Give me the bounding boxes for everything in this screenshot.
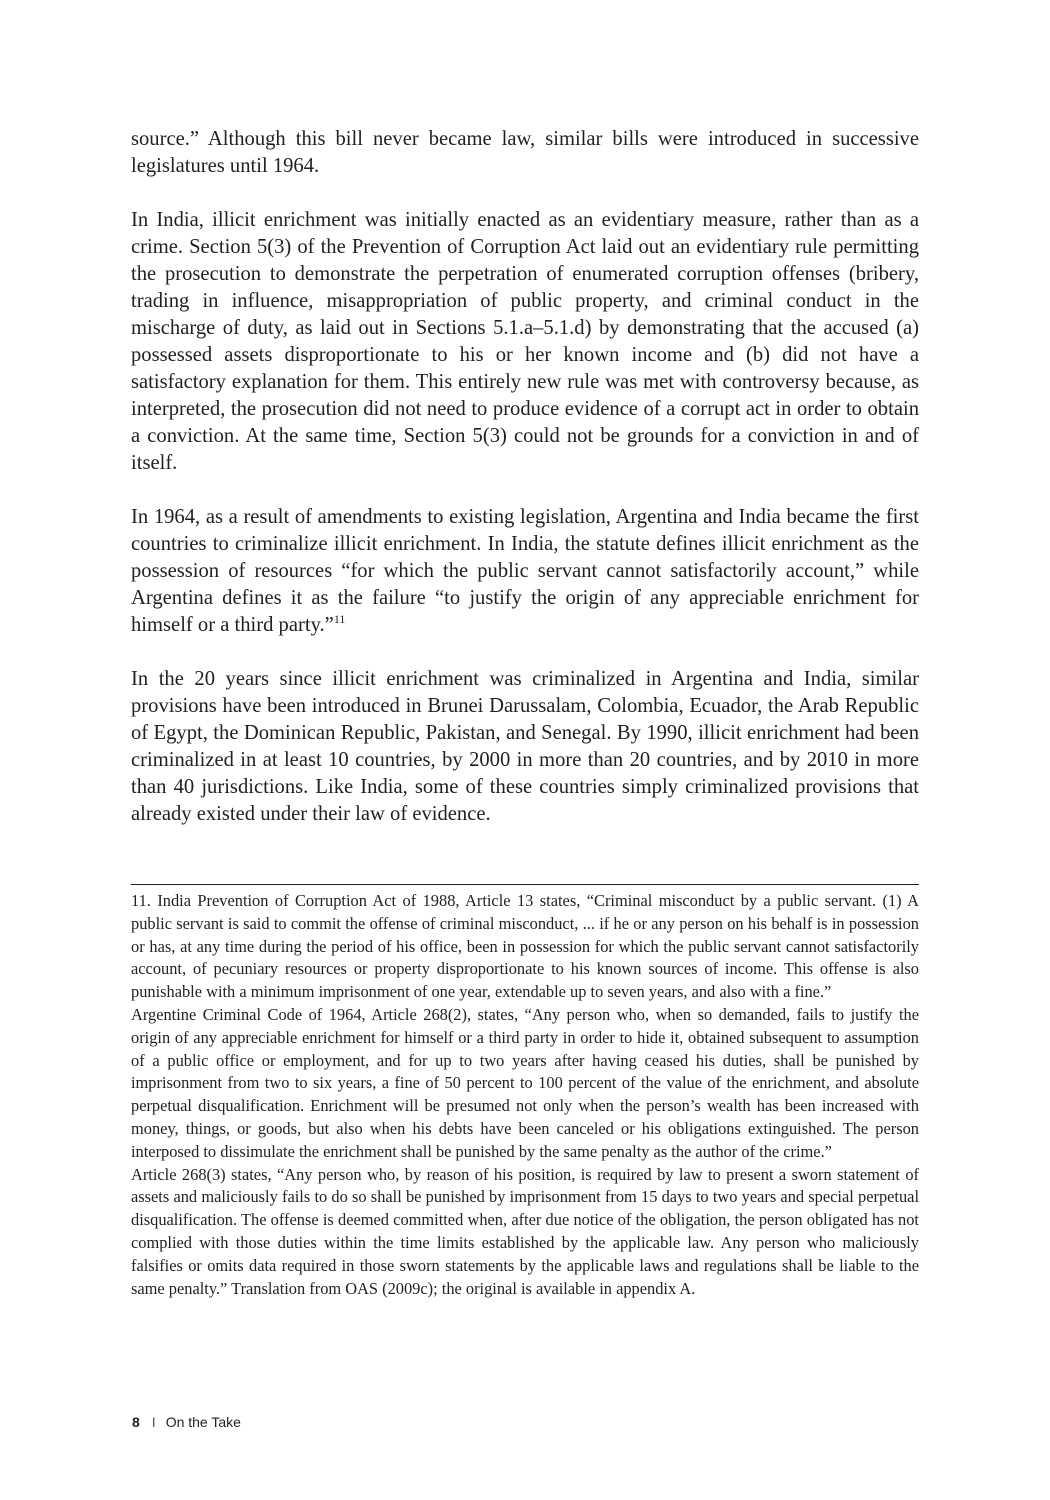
paragraph-text: In 1964, as a result of amendments to existing legislation, Argentina and India became the first countries to criminalize illicit enrichment. In India, the statute defines illicit enrichment as the possession of resources “for which the public servant cannot satisfactorily account,” while Argentina defines it as the failure “to justify the origin of any appreciable enrichment for himself or a third party.” [131,506,919,636]
paragraph-with-footnote [131,504,919,639]
book-title: On the Take [165,1414,241,1430]
footnote: 11. India Prevention of Corruption Act of 1988, Article 13 states, “Criminal misconduct by a public servant. (1) A public servant is said to commit the offense of criminal misconduct, ... if he or any person on his behalf is in possession or has, at any time during the period of his office, been in possession for which the public servant cannot satisfactorily account, of pecuniary resources or property disproportionate to his known sources of income. This offense is also punishable with a minimum imprisonment of one year, extendable up to seven years, and also with a fine.” [131,891,919,1002]
paragraph: source.” Although this bill never became law, similar bills were introduced in successive legislatures until 1964. [131,128,919,177]
paragraph: In India, illicit enrichment was initially enacted as an evidentiary measure, rather than as a crime. Section 5(3) of the Prevention of Corruption Act laid out an evidentiary rule permitting the prosecution to demonstrate the perpetration of enumerated corruption offenses (bribery, trading in influence, misappropriation of public property, and criminal conduct in the mischarge of duty, as laid out in Sections 5.1.a–5.1.d) by demonstrating that the accused (a) possessed assets disproportionate to his or her known income and (b) did not have a satisfactory explanation for them. This entirely new rule was met with controversy because, as interpreted, the prosecution did not need to produce evidence of a corrupt act in order to obtain a conviction. At the same time, Section 5(3) could not be grounds for a conviction in and of itself. [131,209,919,474]
footer-separator: I [151,1414,156,1430]
body-text [131,126,919,855]
footnotes [131,890,919,1300]
page-footer [132,1414,241,1430]
paragraph: In the 20 years since illicit enrichment was criminalized in Argentina and India, similar provisions have been introduced in Brunei Darussalam, Colombia, Ecuador, the Arab Republic of Egypt, the Dominican Republic, Pakistan, and Senegal. By 1990, illicit enrichment had been criminalized in at least 10 countries, by 2000 in more than 20 countries, and by 2010 in more than 40 jurisdictions. Like India, some of these countries simply criminalized provisions that already existed under their law of evidence. [131,668,919,825]
footnote-reference[interactable]: 11 [333,612,346,626]
footnote-divider [131,884,919,885]
footnote-continuation: Article 268(3) states, “Any person who, by reason of his position, is required by law to present a sworn statement of assets and maliciously fails to do so shall be punished by imprisonment from 15 days to two years and special perpetual disqualification. The offense is deemed committed when, after due notice of the obligation, the person obligated has not complied with those duties within the time limits established by the applicable law. Any person who maliciously falsifies or omits data required in those sworn statements by the applicable laws and regulations shall be liable to the same penalty.” Translation from OAS (2009c); the original is available in appendix A. [131,1164,919,1298]
footnote-continuation: Argentine Criminal Code of 1964, Article 268(2), states, “Any person who, when so demanded, fails to justify the origin of any appreciable enrichment for himself or a third party in order to hide it, obtained subsequent to assumption of a public office or employment, and for up to two years after having ceased his duties, shall be punished by imprisonment from two to six years, a fine of 50 percent to 100 percent of the value of the enrichment, and absolute perpetual disqualification. Enrichment will be presumed not only when the person’s wealth has been increased with money, things, or goods, but also when his debts have been canceled or his obligations extinguished. The person interposed to dissimulate the enrichment shall be punished by the same penalty as the author of the crime.” [131,1004,919,1161]
page-number: 8 [132,1414,140,1430]
